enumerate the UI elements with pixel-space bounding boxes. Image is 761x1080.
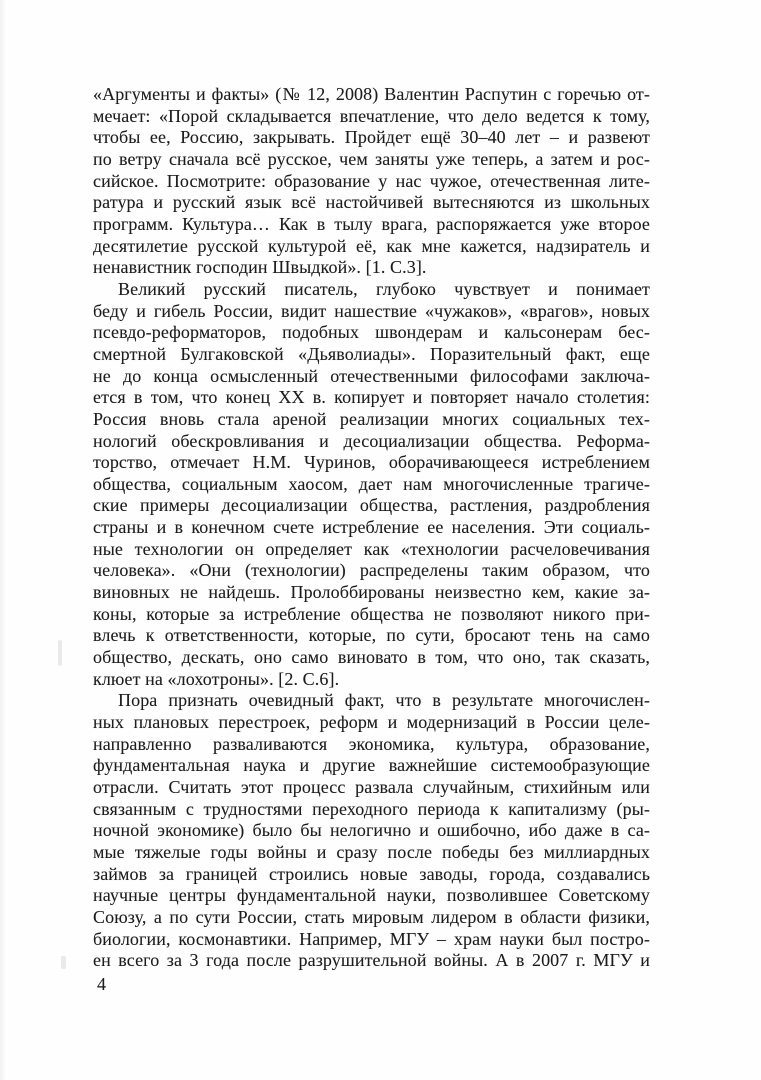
text-line: торство, отмечает Н.М. Чуринов, оборачивающееся истреблением — [93, 452, 650, 473]
scan-artifact — [61, 956, 66, 969]
text-block — [93, 84, 650, 972]
scan-artifact — [58, 640, 62, 666]
text-line: направленно разваливаются экономика, культура, образование, — [93, 733, 650, 754]
scan-edge-shading — [0, 0, 6, 1080]
text-line: займов за границей строились новые заводы, города, создавались — [93, 863, 650, 884]
text-line: Пора признать очевидный факт, что в результате многочислен- — [118, 690, 650, 711]
text-line: ские примеры десоциализации общества, растления, раздробления — [93, 495, 650, 516]
text-line: ратура и русский язык всё настойчивей вытесняются из школьных — [93, 192, 650, 213]
text-line: общество, дескать, оно само виновато в том, что оно, так сказать, — [93, 647, 650, 668]
text-line: ночной экономике) было бы нелогично и ошибочно, ибо даже в са- — [93, 820, 650, 841]
text-line: общества, социальным хаосом, дает нам многочисленные трагиче- — [93, 473, 650, 494]
text-line: виновных не найдешь. Пролоббированы неизвестно кем, какие за- — [93, 582, 650, 603]
text-line: Союзу, а по сути России, стать мировым лидером в области физики, — [93, 906, 650, 927]
text-line: отрасли. Считать этот процесс развала случайным, стихийным или — [93, 777, 650, 797]
text-line: ненавистник господин Швыдкой». [1. С.3]. — [93, 257, 427, 278]
text-line: мечает: «Порой складывается впечатление, что дело ведется к тому, — [93, 105, 650, 126]
text-line: ен всего за 3 года после разрушительной войны. А в 2007 г. МГУ и — [93, 950, 650, 971]
text-line: Великий русский писатель, глубоко чувствует и понимает — [118, 278, 650, 299]
text-line: Россия вновь стала ареной реализации многих социальных тех- — [93, 408, 650, 429]
text-line: человека». «Они (технологии) распределены таким образом, что — [93, 560, 650, 581]
text-line: смертной Булгаковской «Дьяволиады». Поразительный факт, еще — [93, 343, 650, 364]
text-line: программ. Культура… Как в тылу врага, распоряжается уже второе — [93, 213, 650, 234]
text-line: клюет на «лохотроны». [2. С.6]. — [93, 668, 340, 689]
text-line: чтобы ее, Россию, закрывать. Пройдет ещё 30–40 лет – и развеют — [93, 127, 650, 148]
text-line: мые тяжелые годы войны и сразу после победы без миллиардных — [93, 841, 650, 862]
text-line: фундаментальная наука и другие важнейшие системообразующие — [93, 755, 650, 776]
text-line: коны, которые за истребление общества не позволяют никого при- — [93, 603, 650, 624]
text-line: ные технологии он определяет как «технологии расчеловечивания — [93, 538, 650, 559]
text-line: биологии, космонавтики. Например, МГУ – храм науки был постро- — [93, 928, 650, 949]
text-line: влечь к ответственности, которые, по сути, бросают тень на само — [93, 625, 650, 646]
text-line: сийское. Посмотрите: образование у нас чужое, отечественная лите- — [93, 170, 650, 191]
text-line: по ветру сначала всё русское, чем заняты уже теперь, а затем и рос- — [93, 148, 650, 169]
text-line: не до конца осмысленный отечественными философами заключа- — [93, 365, 650, 386]
text-line: связанным с трудностями переходного периода к капитализму (ры- — [93, 798, 650, 819]
text-line: нологий обескровливания и десоциализации общества. Реформа- — [93, 430, 650, 451]
text-line: псевдо-реформаторов, подобных швондерам и кальсонерам бес- — [93, 322, 650, 343]
text-line: ется в том, что конец XX в. копирует и повторяет начало столетия: — [93, 387, 650, 408]
text-line: десятилетие русской культурой её, как мне кажется, надзиратель и — [93, 235, 650, 256]
text-line: страны и в конечном счете истребление ее населения. Эти социаль- — [93, 517, 650, 538]
text-line: беду и гибель России, видит нашествие «чужаков», «врагов», новых — [93, 300, 650, 321]
text-line: «Аргументы и факты» (№ 12, 2008) Валентин Распутин с горечью от- — [93, 84, 650, 104]
page-number: 4 — [97, 974, 106, 994]
text-line: ных плановых перестроек, реформ и модернизаций в России целе- — [93, 712, 650, 733]
text-line: научные центры фундаментальной науки, позволившее Советскому — [93, 885, 650, 906]
